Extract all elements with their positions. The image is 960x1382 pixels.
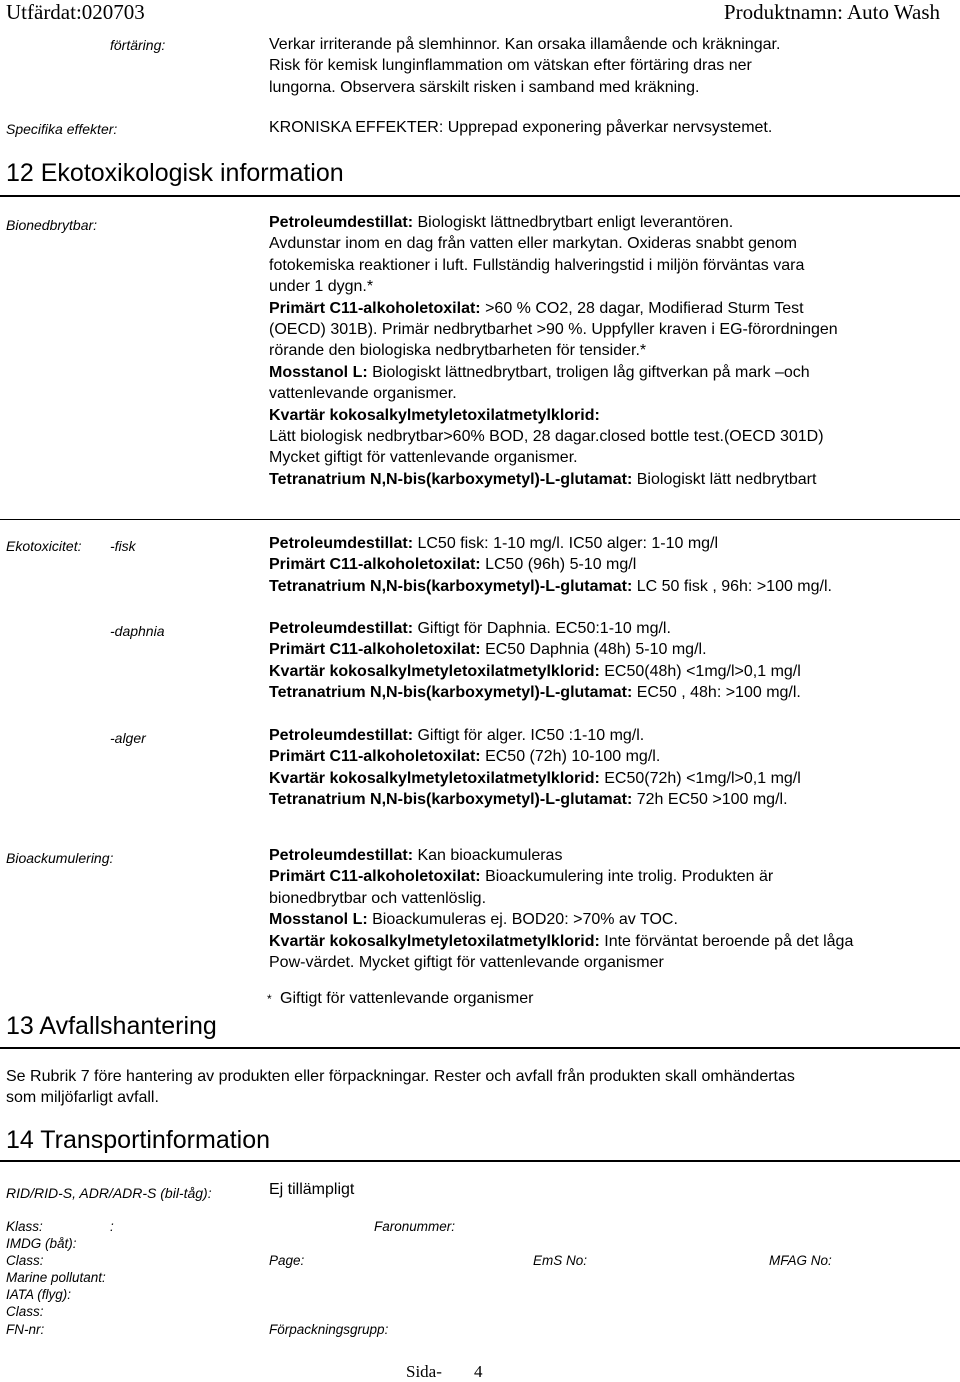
page-prefix: Sida- <box>406 1362 442 1381</box>
bioacc-line: Pow-värdet. Mycket giftigt för vattenlevande organismer <box>269 954 664 972</box>
page-label: Page: <box>269 1253 305 1268</box>
marine-pollutant-label: Marine pollutant: <box>6 1270 106 1285</box>
daphnia-line: Petroleumdestillat: Giftigt för Daphnia. EC50:1-10 mg/l. <box>269 620 671 637</box>
ems-label: EmS No: <box>533 1253 588 1268</box>
iata-class-label: Class: <box>6 1304 44 1319</box>
daphnia-line: Primärt C11-alkoholetoxilat: EC50 Daphnia (48h) 5-10 mg/l. <box>269 641 707 659</box>
section-13-title: 13 Avfallshantering <box>6 1012 217 1040</box>
waste-text <box>6 1066 795 1109</box>
waste-line: Se Rubrik 7 före hantering av produkten eller förpackningar. Rester och avfall från produkten skall omhändertas <box>6 1068 795 1085</box>
section-12-rule <box>0 195 960 197</box>
bio-line: (OECD) 301B). Primär nedbrytbarhet >90 %. Uppfyller kraven i EG-förordningen <box>269 321 838 339</box>
algae-line: Primärt C11-alkoholetoxilat: EC50 (72h) 10-100 mg/l. <box>269 748 661 766</box>
daphnia-block <box>269 618 949 704</box>
bioacc-line: Kvartär kokosalkylmetyletoxilatmetylklorid: Inte förväntat beroende på det låga <box>269 932 854 950</box>
class-colon: : <box>110 1219 114 1234</box>
section-14-rule <box>0 1160 960 1162</box>
intake-line: Verkar irriterande på slemhinnor. Kan orsaka illamående och kräkningar. <box>269 36 781 53</box>
intake-text <box>269 34 780 98</box>
bio-line: Petroleumdestillat: Biologiskt lättnedbrytbart enligt leverantören. <box>269 214 734 231</box>
fish-line: Petroleumdestillat: LC50 fisk: 1-10 mg/l. IC50 alger: 1-10 mg/l <box>269 535 719 552</box>
bioacc-line: Petroleumdestillat: Kan bioackumuleras <box>269 847 563 864</box>
biodegradable-block <box>269 212 949 490</box>
imdg-class-label: Class: <box>6 1253 44 1268</box>
biodegradable-label: Bionedbrytbar: <box>6 217 98 233</box>
bioaccumulation-block <box>269 845 954 973</box>
bioacc-line: bionedbrytbar och vattenlöslig. <box>269 889 487 907</box>
intake-line: lungorna. Observera särskilt risken i samband med kräkning. <box>269 78 700 96</box>
specific-effects-text: KRONISKA EFFEKTER: Upprepad exponering påverkar nervsystemet. <box>269 119 773 136</box>
section-13-rule <box>0 1047 960 1049</box>
bio-line: Avdunstar inom en dag från vatten eller markytan. Oxideras snabbt genom <box>269 235 797 253</box>
un-number-label: FN-nr: <box>6 1322 45 1337</box>
bio-line: under 1 dygn.* <box>269 278 374 296</box>
class-label: Klass: <box>6 1219 43 1234</box>
specific-effects-label: Specifika effekter: <box>6 121 118 137</box>
algae-line: Kvartär kokosalkylmetyletoxilatmetylklorid: EC50(72h) <1mg/l>0,1 mg/l <box>269 769 801 787</box>
bioacc-line: Mosstanol L: Bioackumuleras ej. BOD20: >70% av TOC. <box>269 911 678 929</box>
bio-line: rörande den biologiska nedbrytbarheten för tensider.* <box>269 342 647 360</box>
bioacc-line: Primärt C11-alkoholetoxilat: Bioackumulering inte trolig. Produkten är <box>269 868 774 886</box>
rid-adr-label: RID/RID-S, ADR/ADR-S (bil-tåg): <box>6 1185 212 1201</box>
daphnia-line: Tetranatrium N,N-bis(karboxymetyl)-L-glutamat: EC50 , 48h: >100 mg/l. <box>269 684 801 702</box>
algae-line: Petroleumdestillat: Giftigt för alger. IC50 :1-10 mg/l. <box>269 727 645 744</box>
intake-line: Risk för kemisk lunginflammation om vätskan efter förtäring dras ner <box>269 57 752 75</box>
issued-date: Utfärdat:020703 <box>6 0 145 24</box>
intake-label: förtäring: <box>110 37 166 53</box>
bio-line: Mycket giftigt för vattenlevande organismer. <box>269 449 578 467</box>
daphnia-label: -daphnia <box>110 623 165 639</box>
daphnia-line: Kvartär kokosalkylmetyletoxilatmetylklorid: EC50(48h) <1mg/l>0,1 mg/l <box>269 662 801 680</box>
hazard-number-label: Faronummer: <box>374 1219 456 1234</box>
algae-block <box>269 725 949 811</box>
footnote-text: Giftigt för vattenlevande organismer <box>280 990 534 1007</box>
page-number: 4 <box>474 1362 483 1381</box>
bio-line: vattenlevande organismer. <box>269 385 457 403</box>
bio-line: Tetranatrium N,N-bis(karboxymetyl)-L-glutamat: Biologiskt lätt nedbrytbart <box>269 470 817 488</box>
bio-line: Primärt C11-alkoholetoxilat: >60 % CO2, 28 dagar, Modifierad Sturm Test <box>269 299 804 317</box>
rid-adr-value: Ej tillämpligt <box>269 1181 355 1198</box>
footnote-star: * <box>267 992 272 1006</box>
algae-line: Tetranatrium N,N-bis(karboxymetyl)-L-glutamat: 72h EC50 >100 mg/l. <box>269 791 788 809</box>
imdg-label: IMDG (båt): <box>6 1236 77 1251</box>
iata-label: IATA (flyg): <box>6 1287 72 1302</box>
ecotox-divider <box>0 519 960 520</box>
section-14-title: 14 Transportinformation <box>6 1126 271 1154</box>
product-name: Produktnamn: Auto Wash <box>723 0 940 24</box>
bio-line: fotokemiska reaktioner i luft. Fullständig halveringstid i miljön förväntas vara <box>269 256 805 274</box>
waste-line: som miljöfarligt avfall. <box>6 1089 159 1107</box>
bioaccumulation-label: Bioackumulering: <box>6 850 114 866</box>
section-12-title: 12 Ekotoxikologisk information <box>6 159 344 187</box>
bio-line: Mosstanol L: Biologiskt lättnedbrytbart, troligen låg giftverkan på mark –och <box>269 363 810 381</box>
bio-line: Kvartär kokosalkylmetyletoxilatmetylklorid: <box>269 406 600 424</box>
ecotoxicity-label: Ekotoxicitet: <box>6 538 82 554</box>
mfag-label: MFAG No: <box>769 1253 832 1268</box>
packing-group-label: Förpackningsgrupp: <box>269 1322 389 1337</box>
fish-block <box>269 533 949 597</box>
bio-line: Lätt biologisk nedbrytbar>60% BOD, 28 dagar.closed bottle test.(OECD 301D) <box>269 428 824 446</box>
fish-label: -fisk <box>110 538 136 554</box>
algae-label: -alger <box>110 730 146 746</box>
fish-line: Tetranatrium N,N-bis(karboxymetyl)-L-glutamat: LC 50 fisk , 96h: >100 mg/l. <box>269 577 832 595</box>
fish-line: Primärt C11-alkoholetoxilat: LC50 (96h) 5-10 mg/l <box>269 556 637 574</box>
